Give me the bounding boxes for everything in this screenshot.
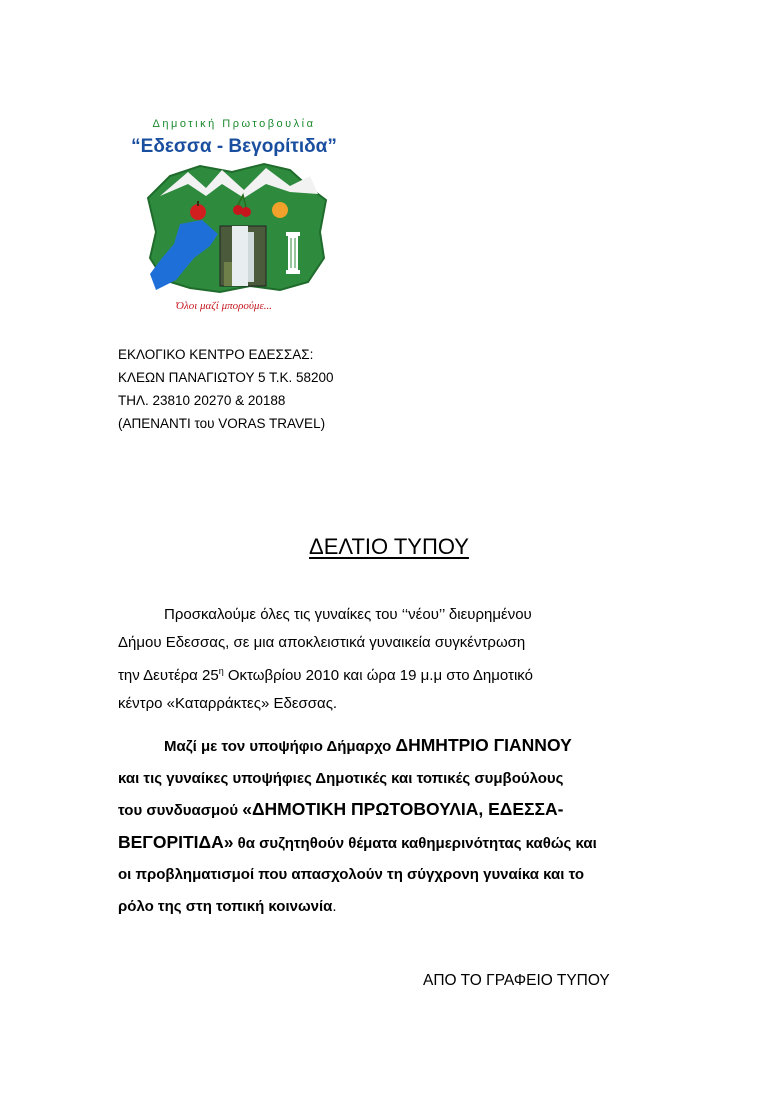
- paragraph-text: την Δευτέρα 25: [118, 667, 219, 684]
- address-block: [118, 343, 334, 435]
- address-line: ΕΚΛΟΓΙΚΟ ΚΕΝΤΡΟ ΕΔΕΣΣΑΣ:: [118, 347, 314, 362]
- paragraph-line: κέντρο «Καταρράκτες» Εδεσσας.: [118, 695, 338, 712]
- paragraph-text: του συνδυασμού: [118, 802, 243, 819]
- paragraph-line: Δήμου Εδεσσας, σε μια αποκλειστικά γυναικεία συγκέντρωση: [118, 634, 526, 651]
- paragraph-text: Μαζί με τον υποψήφιο Δήμαρχο: [164, 738, 396, 755]
- ordinal-superscript: η: [218, 666, 224, 676]
- paragraph-line: και τις γυναίκες υποψήφιες Δημοτικές και τοπικές συμβούλους: [118, 769, 564, 787]
- paragraph-period: .: [332, 897, 337, 915]
- candidate-name: ΔΗΜΗΤΡΙΟ ΓΙΑΝΝΟΥ: [395, 735, 572, 755]
- page-title: [0, 534, 778, 560]
- logo-top-text: Δημοτική Πρωτοβουλία: [152, 118, 316, 130]
- paragraph-line: [118, 657, 678, 690]
- paragraph-line: [118, 827, 678, 860]
- logo-title: “Εδεσσα - Βεγορίτιδα”: [131, 136, 337, 157]
- paragraph-line: [118, 891, 678, 923]
- paragraph-line: [118, 730, 678, 763]
- coalition-name: «ΔΗΜΟΤΙΚΗ ΠΡΩΤΟΒΟΥΛΙΑ, ΕΔΕΣΣΑ-: [242, 799, 564, 819]
- address-line: ΚΛΕΩΝ ΠΑΝΑΓΙΩΤΟΥ 5 Τ.Κ. 58200: [118, 370, 334, 385]
- logo-slogan: Όλοι μαζί μπορούμε...: [176, 300, 273, 312]
- peach-icon: [272, 202, 288, 218]
- address-line: ΤΗΛ. 23810 20270 & 20188: [118, 393, 286, 408]
- campaign-logo: [118, 112, 350, 322]
- paragraph-line: οι προβληματισμοί που απασχολούν τη σύγχρονη γυναίκα και το: [118, 866, 585, 883]
- paragraph-text: θα συζητηθούν θέματα καθημερινότητας καθώς και: [233, 834, 597, 852]
- paragraph-text: Οκτωβρίου 2010 και ώρα 19 μ.μ στο Δημοτικό: [223, 667, 533, 684]
- paragraph-text: ρόλο της στη τοπική κοινωνία: [118, 897, 333, 915]
- paragraph-line: [118, 794, 678, 827]
- address-line: (ΑΠΕΝΑΝΤΙ του VORAS TRAVEL): [118, 416, 326, 431]
- apple-icon: [190, 204, 206, 220]
- invitation-paragraph: [118, 601, 678, 718]
- paragraph-line: Προσκαλούμε όλες τις γυναίκες του ‘‘νέου’’ διευρημένου: [164, 606, 532, 623]
- signature: ΑΠΟ ΤΟ ΓΡΑΦΕΙΟ ΤΥΠΟΥ: [423, 972, 610, 989]
- details-paragraph: [118, 730, 678, 922]
- logo-map-icon: [140, 162, 330, 302]
- column-icon: [286, 232, 300, 274]
- coalition-name-end: ΒΕΓΟΡΙΤΙΔΑ»: [118, 831, 234, 852]
- page-title-text: ΔΕΛΤΙΟ ΤΥΠΟΥ: [309, 534, 469, 559]
